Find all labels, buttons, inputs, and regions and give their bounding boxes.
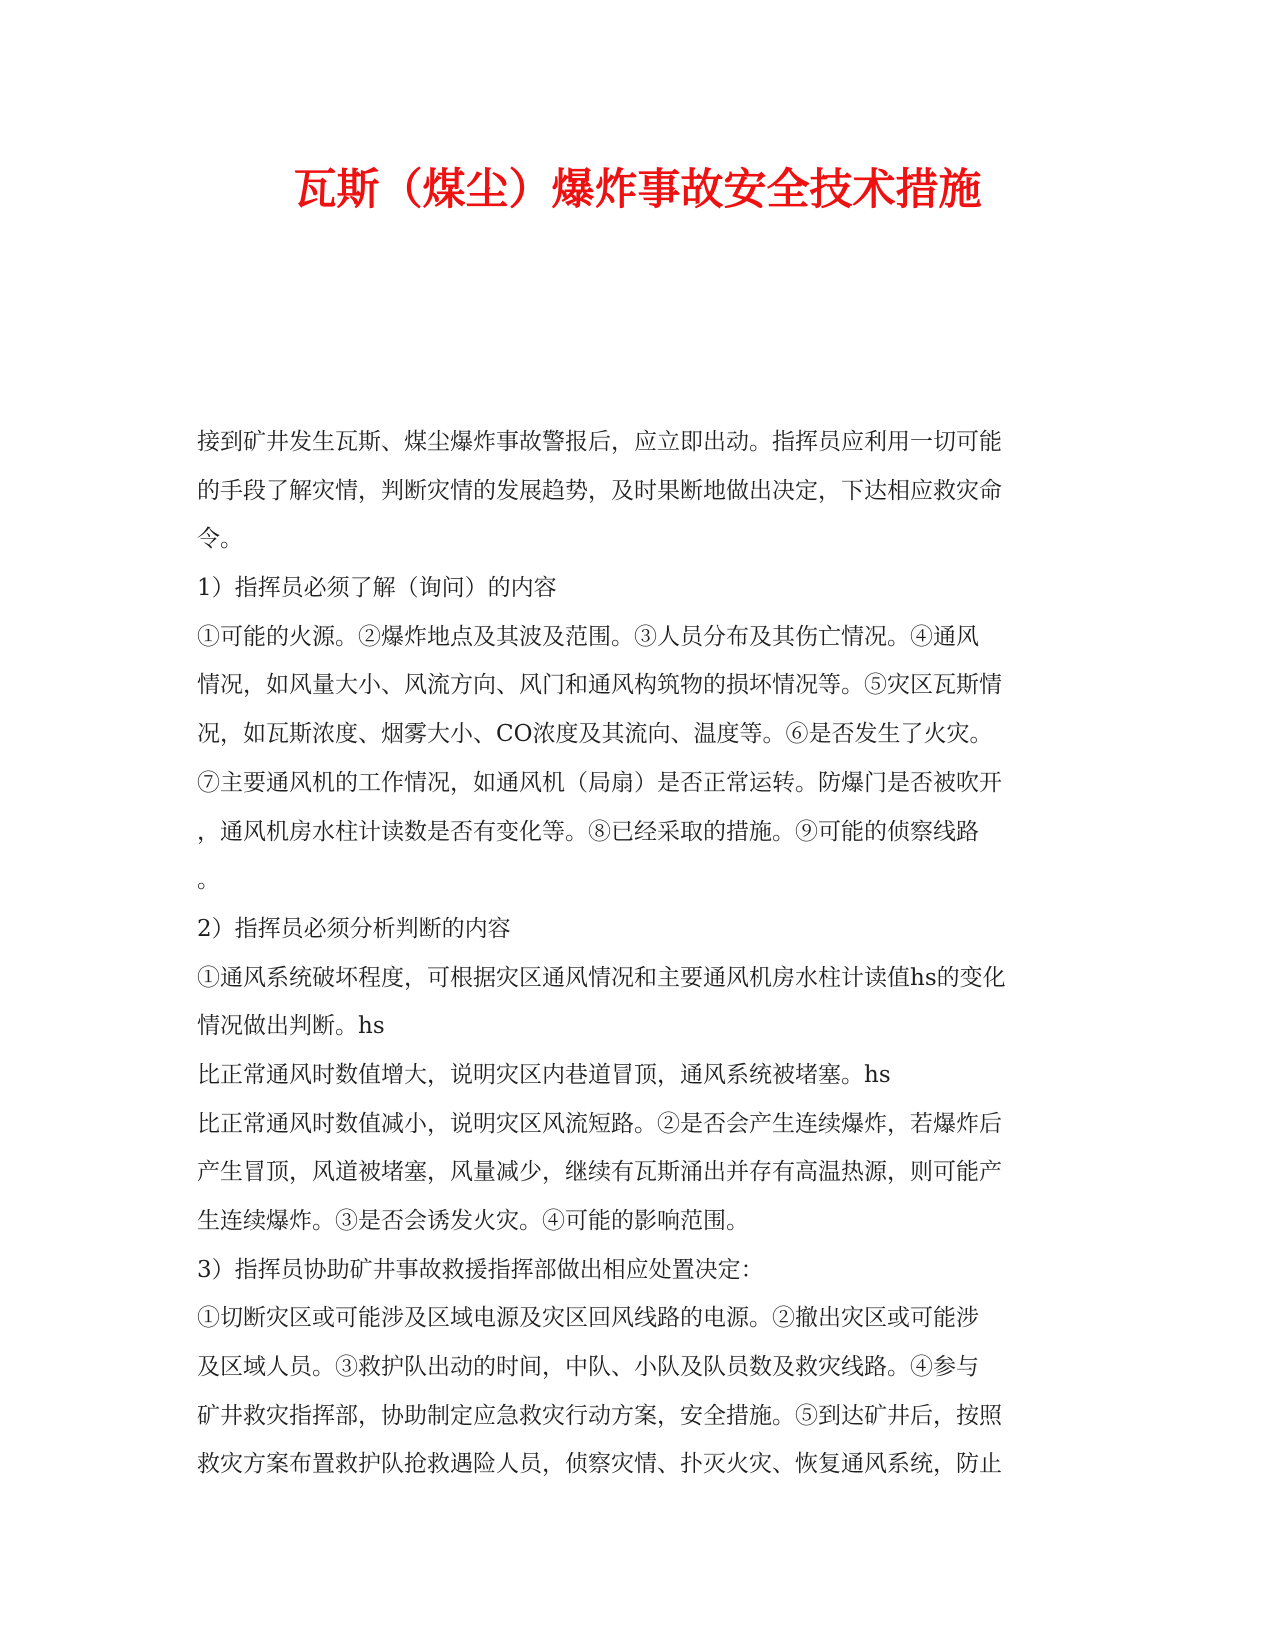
body-line: 况，如瓦斯浓度、烟雾大小、CO浓度及其流向、温度等。⑥是否发生了火灾。: [197, 721, 993, 748]
document-title: 瓦斯（煤尘）爆炸事故安全技术措施: [293, 165, 982, 215]
body-line: ①可能的火源。②爆炸地点及其波及范围。③人员分布及其伤亡情况。④通风: [197, 623, 979, 650]
document-body: [197, 418, 1077, 1489]
body-line: ①切断灾区或可能涉及区域电源及灾区回风线路的电源。②撤出灾区或可能涉: [197, 1305, 979, 1332]
body-line: 情况做出判断。hs: [197, 1013, 385, 1040]
body-line: 情况，如风量大小、风流方向、风门和通风构筑物的损坏情况等。⑤灾区瓦斯情: [197, 672, 1002, 699]
section-heading: 2）指挥员必须分析判断的内容: [197, 915, 511, 942]
body-line: 生连续爆炸。③是否会诱发火灾。④可能的影响范围。: [197, 1208, 749, 1234]
body-line: 令。: [197, 526, 243, 553]
section-heading: 3）指挥员协助矿井事故救援指挥部做出相应处置决定：: [197, 1256, 764, 1283]
body-line: 矿井救灾指挥部，协助制定应急救灾行动方案，安全措施。⑤到达矿井后，按照: [197, 1402, 1002, 1429]
body-line: 产生冒顶，风道被堵塞，风量减少，继续有瓦斯涌出并存有高温热源，则可能产: [197, 1159, 1002, 1186]
body-line: 比正常通风时数值增大，说明灾区内巷道冒顶，通风系统被堵塞。hs: [197, 1061, 891, 1088]
section-heading: 1）指挥员必须了解（询问）的内容: [197, 575, 557, 602]
body-line: 接到矿井发生瓦斯、煤尘爆炸事故警报后，应立即出动。指挥员应利用一切可能: [197, 429, 1002, 455]
body-line: 。: [197, 867, 220, 894]
body-line: ①通风系统破坏程度，可根据灾区通风情况和主要通风机房水柱计读值hs的变化: [197, 964, 1006, 991]
body-line: 的手段了解灾情，判断灾情的发展趋势，及时果断地做出决定，下达相应救灾命: [197, 477, 1002, 504]
body-line: 救灾方案布置救护队抢救遇险人员，侦察灾情、扑灭火灾、恢复通风系统，防止: [197, 1451, 1002, 1478]
body-line: 比正常通风时数值减小，说明灾区风流短路。②是否会产生连续爆炸，若爆炸后: [197, 1110, 1002, 1137]
body-line: ⑦主要通风机的工作情况，如通风机（局扇）是否正常运转。防爆门是否被吹开: [197, 769, 1002, 796]
body-line: 及区域人员。③救护队出动的时间，中队、小队及队员数及救灾线路。④参与: [197, 1354, 979, 1381]
body-line: ，通风机房水柱计读数是否有变化等。⑧已经采取的措施。⑨可能的侦察线路: [197, 818, 979, 845]
